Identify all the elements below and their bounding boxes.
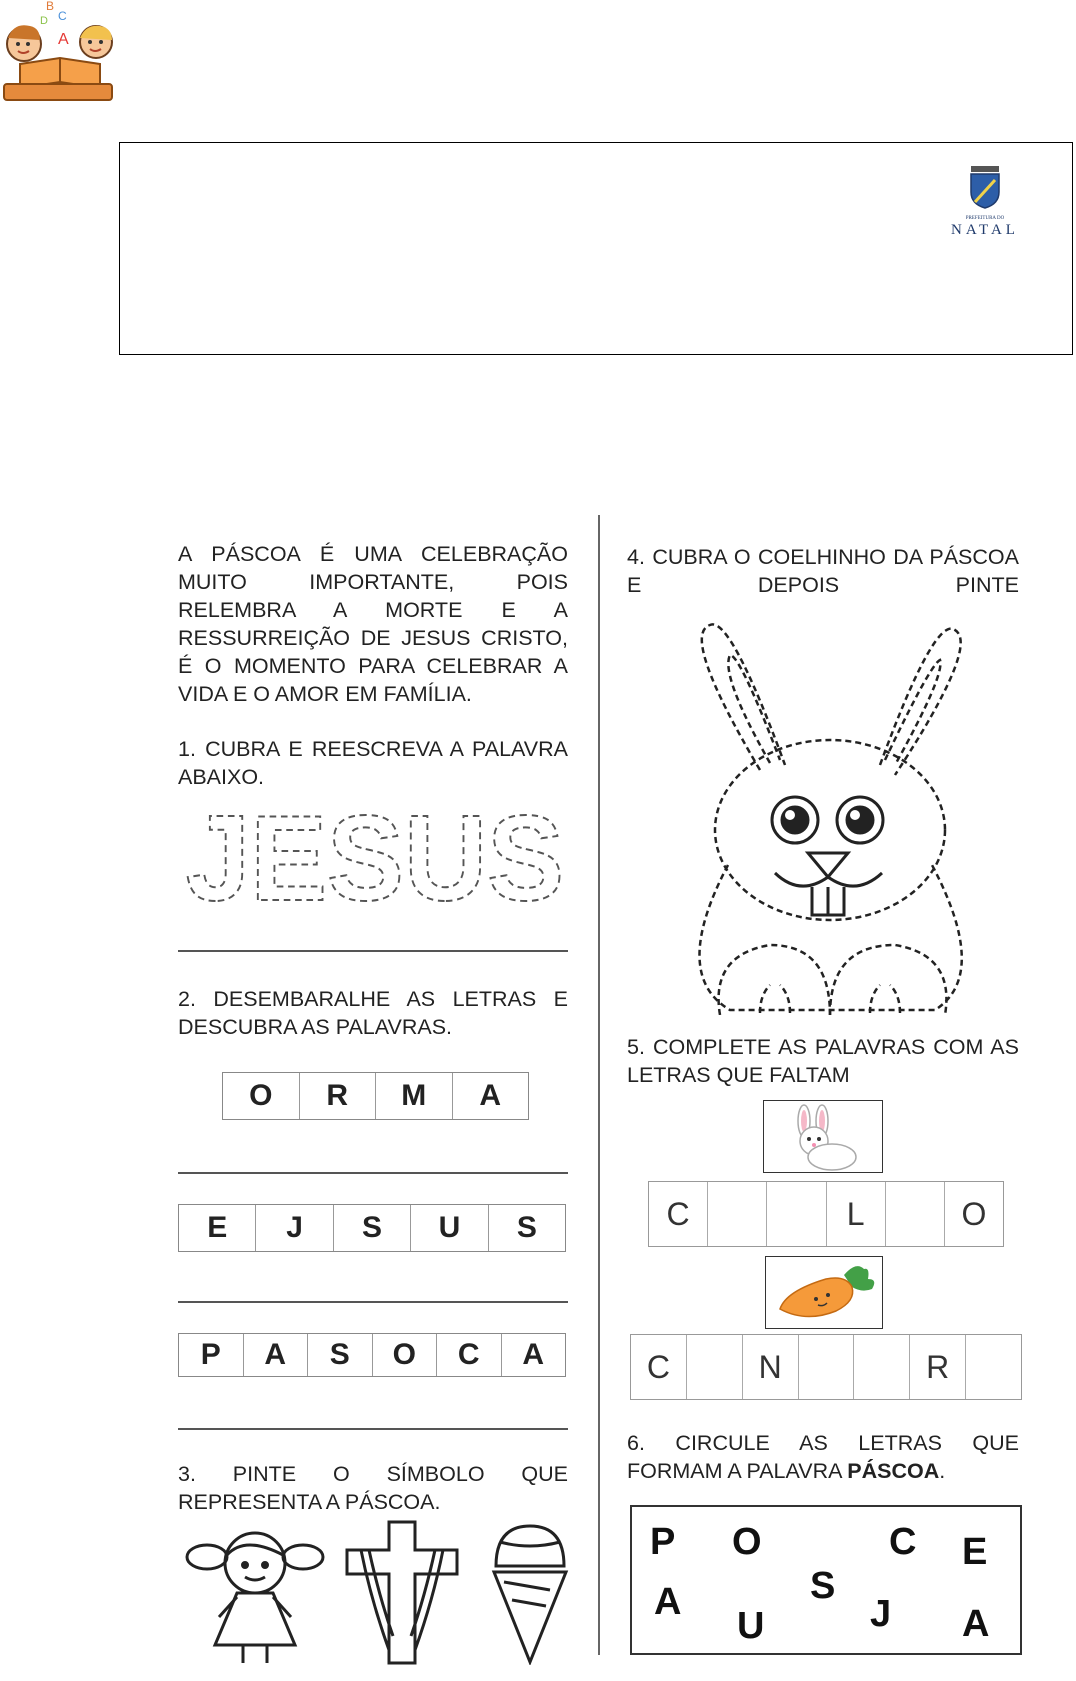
letter-cell: U bbox=[411, 1205, 488, 1251]
q6-title-prefix: 6. CIRCULE AS LETRAS QUE FORMAM A PALAVRA bbox=[627, 1431, 1019, 1483]
word-cell[interactable] bbox=[767, 1182, 826, 1246]
q2-title: 2. DESEMBARALHE AS LETRAS E DESCUBRA AS PALAVRAS. bbox=[178, 987, 568, 1039]
letter-cell: O bbox=[373, 1334, 438, 1376]
word-cell[interactable]: L bbox=[827, 1182, 886, 1246]
carrot-picture bbox=[765, 1256, 883, 1329]
girl-doll-icon[interactable] bbox=[185, 1525, 325, 1665]
q1-dashed-word bbox=[180, 800, 570, 910]
search-letter[interactable]: U bbox=[737, 1605, 765, 1647]
q1-answer-line[interactable] bbox=[178, 950, 568, 952]
search-letter[interactable]: E bbox=[962, 1531, 988, 1573]
word-cell[interactable]: R bbox=[910, 1335, 966, 1399]
svg-text:D: D bbox=[40, 15, 48, 27]
word-cell[interactable] bbox=[886, 1182, 945, 1246]
intro-text: A PÁSCOA É UMA CELEBRAÇÃO MUITO IMPORTANTE, POIS RELEMBRA A MORTE E A RESSURREIÇÃO DE JESUS CRISTO, É O MOMENTO PARA CELEBRAR A VIDA E O AMOR EM FAMÍLIA. bbox=[178, 542, 568, 706]
letter-cell: E bbox=[179, 1205, 256, 1251]
word-cell[interactable]: C bbox=[649, 1182, 708, 1246]
word-cell[interactable] bbox=[799, 1335, 855, 1399]
carrot-icon bbox=[766, 1257, 882, 1328]
q6-title bbox=[627, 1429, 1019, 1485]
rabbit-picture bbox=[763, 1100, 883, 1173]
kids-reading-book-icon bbox=[0, 0, 125, 108]
letter-cell: A bbox=[522, 1338, 545, 1371]
q5-title: 5. COMPLETE AS PALAVRAS COM AS LETRAS QUE FALTAM bbox=[627, 1035, 1019, 1087]
letter-cell: S bbox=[516, 1211, 537, 1244]
complete-word-1 bbox=[648, 1181, 1004, 1247]
letter-cell: P bbox=[179, 1334, 244, 1376]
search-letter[interactable]: A bbox=[962, 1603, 990, 1645]
answer-line-2[interactable] bbox=[178, 1301, 568, 1303]
complete-word-2 bbox=[630, 1334, 1022, 1400]
word-cell[interactable]: C bbox=[631, 1335, 687, 1399]
letter-cell: R bbox=[300, 1073, 377, 1119]
answer-line-3[interactable] bbox=[178, 1428, 568, 1430]
letter-cell: A bbox=[479, 1079, 502, 1112]
dashed-bunny-icon[interactable] bbox=[690, 615, 975, 1015]
svg-text:B: B bbox=[46, 0, 55, 13]
letter-cell: A bbox=[244, 1334, 309, 1376]
letter-search-box bbox=[630, 1505, 1022, 1655]
svg-text:C: C bbox=[58, 9, 67, 23]
column-divider bbox=[598, 515, 600, 1655]
letter-cell: J bbox=[256, 1205, 333, 1251]
search-letter[interactable]: O bbox=[732, 1521, 762, 1563]
city-logo-subtext: PREFEITURA DO bbox=[965, 216, 1005, 221]
header-box bbox=[119, 142, 1073, 355]
search-letter[interactable]: S bbox=[810, 1565, 836, 1607]
ice-cream-icon[interactable] bbox=[490, 1520, 570, 1665]
cross-icon[interactable] bbox=[345, 1520, 460, 1665]
search-letter[interactable]: A bbox=[654, 1581, 682, 1623]
word-cell[interactable] bbox=[687, 1335, 743, 1399]
letter-cell: S bbox=[308, 1334, 373, 1376]
q1-word: JESUS bbox=[186, 800, 564, 910]
letter-cell: C bbox=[437, 1334, 502, 1376]
q4-title: 4. CUBRA O COELHINHO DA PÁSCOA E DEPOIS PINTE bbox=[627, 545, 1019, 597]
letter-cell: O bbox=[223, 1073, 300, 1119]
letter-cell: S bbox=[334, 1205, 411, 1251]
letter-cell: M bbox=[376, 1073, 453, 1119]
scrambled-word-1 bbox=[222, 1072, 529, 1120]
q6-title-suffix: . bbox=[939, 1459, 946, 1483]
scrambled-word-2 bbox=[178, 1204, 566, 1252]
word-cell[interactable] bbox=[708, 1182, 767, 1246]
word-cell[interactable]: N bbox=[743, 1335, 799, 1399]
word-cell[interactable] bbox=[966, 1335, 1021, 1399]
word-cell[interactable] bbox=[854, 1335, 910, 1399]
scrambled-word-3 bbox=[178, 1333, 566, 1377]
q6-title-bold: PÁSCOA bbox=[847, 1459, 940, 1483]
answer-line-1[interactable] bbox=[178, 1172, 568, 1174]
rabbit-icon bbox=[764, 1101, 882, 1172]
search-letter[interactable]: C bbox=[889, 1521, 917, 1563]
word-cell[interactable]: O bbox=[961, 1195, 987, 1232]
search-letter[interactable]: J bbox=[870, 1593, 892, 1635]
search-letter[interactable]: P bbox=[650, 1521, 676, 1563]
city-logo-text: NATAL bbox=[951, 222, 1019, 238]
q1-title: 1. CUBRA E REESCREVA A PALAVRA ABAIXO. bbox=[178, 737, 568, 789]
q3-title: 3. PINTE O SÍMBOLO QUE REPRESENTA A PÁSCOA. bbox=[178, 1462, 568, 1514]
svg-text:A: A bbox=[58, 31, 69, 48]
